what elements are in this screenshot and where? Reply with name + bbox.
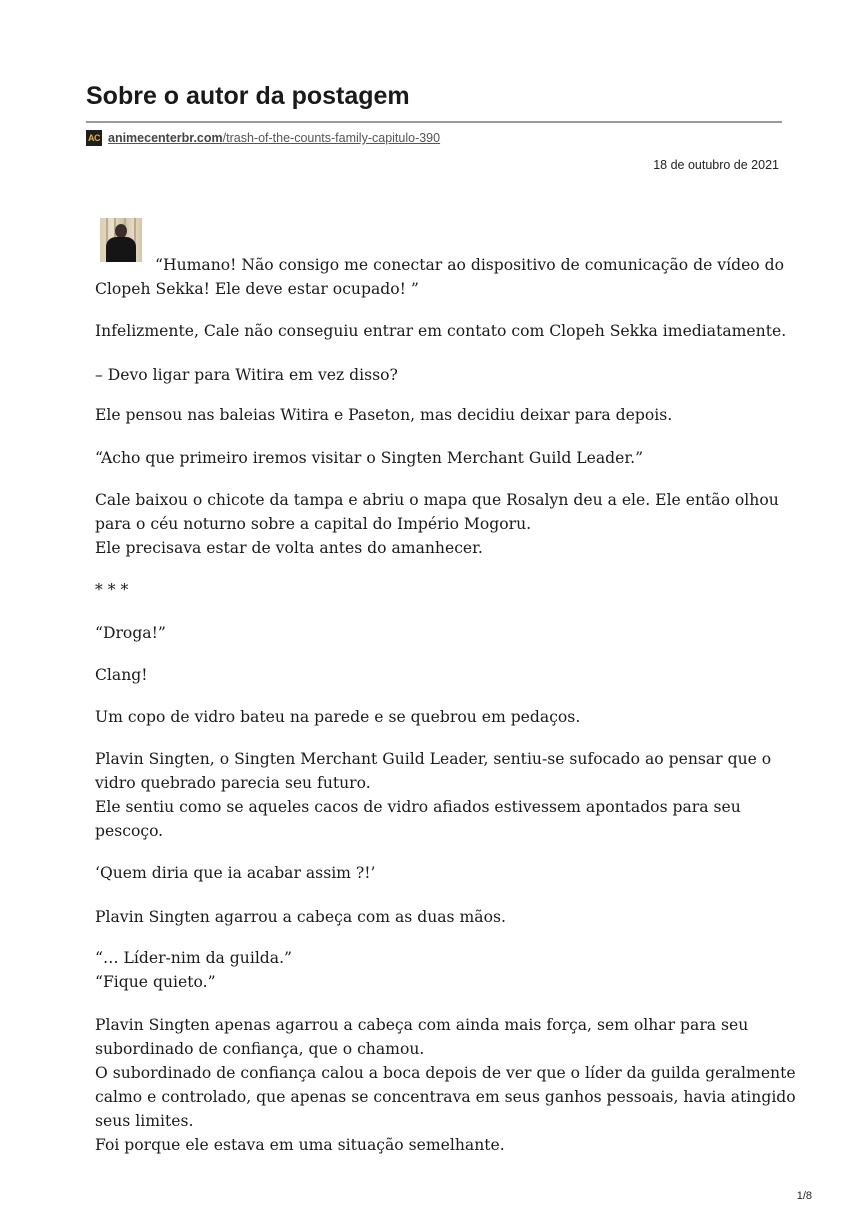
source-path: /trash-of-the-counts-family-capitulo-390: [222, 131, 441, 145]
paragraph: “Droga!”: [95, 624, 166, 642]
source-line: [86, 130, 440, 146]
page-title: Sobre o autor da postagem: [86, 82, 410, 110]
title-divider: [86, 121, 782, 123]
source-domain: animecenterbr.com: [108, 131, 223, 145]
paragraph: Cale baixou o chicote da tampa e abriu o mapa que Rosalyn deu a ele. Ele então olhou para o céu noturno sobre a capital do Império Mogoru. Ele precisava estar de volta antes do amanhecer.: [95, 491, 779, 557]
paragraph: “Humano! Não consigo me conectar ao dispositivo de comunicação de vídeo do Clopeh Sekka! Ele deve estar ocupado! ”: [95, 256, 785, 298]
paragraph: Clang!: [95, 666, 148, 684]
paragraph: Plavin Singten, o Singten Merchant Guild Leader, sentiu-se sufocado ao pensar que o vidro quebrado parecia seu futuro. Ele sentiu como se aqueles cacos de vidro afiados estivessem apontados para seu pescoço.: [95, 750, 772, 840]
paragraph: “Acho que primeiro iremos visitar o Singten Merchant Guild Leader.”: [95, 449, 644, 467]
scene-separator: * * *: [95, 581, 129, 599]
paragraph: Plavin Singten agarrou a cabeça com as duas mãos.: [95, 908, 506, 926]
source-link[interactable]: [108, 131, 440, 145]
paragraph: “… Líder-nim da guilda.” “Fique quieto.”: [95, 949, 293, 991]
paragraph: Plavin Singten apenas agarrou a cabeça com ainda mais força, sem olhar para seu subordinado de confiança, que o chamou. O subordinado de confiança calou a boca depois de ver que o líder da guilda geralmente calmo e controlado, que apenas se concentrava em seus ganhos pessoais, havia atingido seus limites. Foi porque ele estava em uma situação semelhante.: [95, 1016, 796, 1154]
paragraph: ‘Quem diria que ia acabar assim ?!’: [95, 864, 376, 882]
paragraph: – Devo ligar para Witira em vez disso?: [95, 366, 398, 384]
paragraph: Infelizmente, Cale não conseguiu entrar em contato com Clopeh Sekka imediatamente.: [95, 322, 787, 340]
paragraph: Um copo de vidro bateu na parede e se quebrou em pedaços.: [95, 708, 581, 726]
site-favicon-icon: AC: [86, 130, 102, 146]
post-date: 18 de outubro de 2021: [653, 158, 779, 172]
paragraph: Ele pensou nas baleias Witira e Paseton, mas decidiu deixar para depois.: [95, 406, 673, 424]
page-indicator: 1/8: [796, 1190, 812, 1202]
